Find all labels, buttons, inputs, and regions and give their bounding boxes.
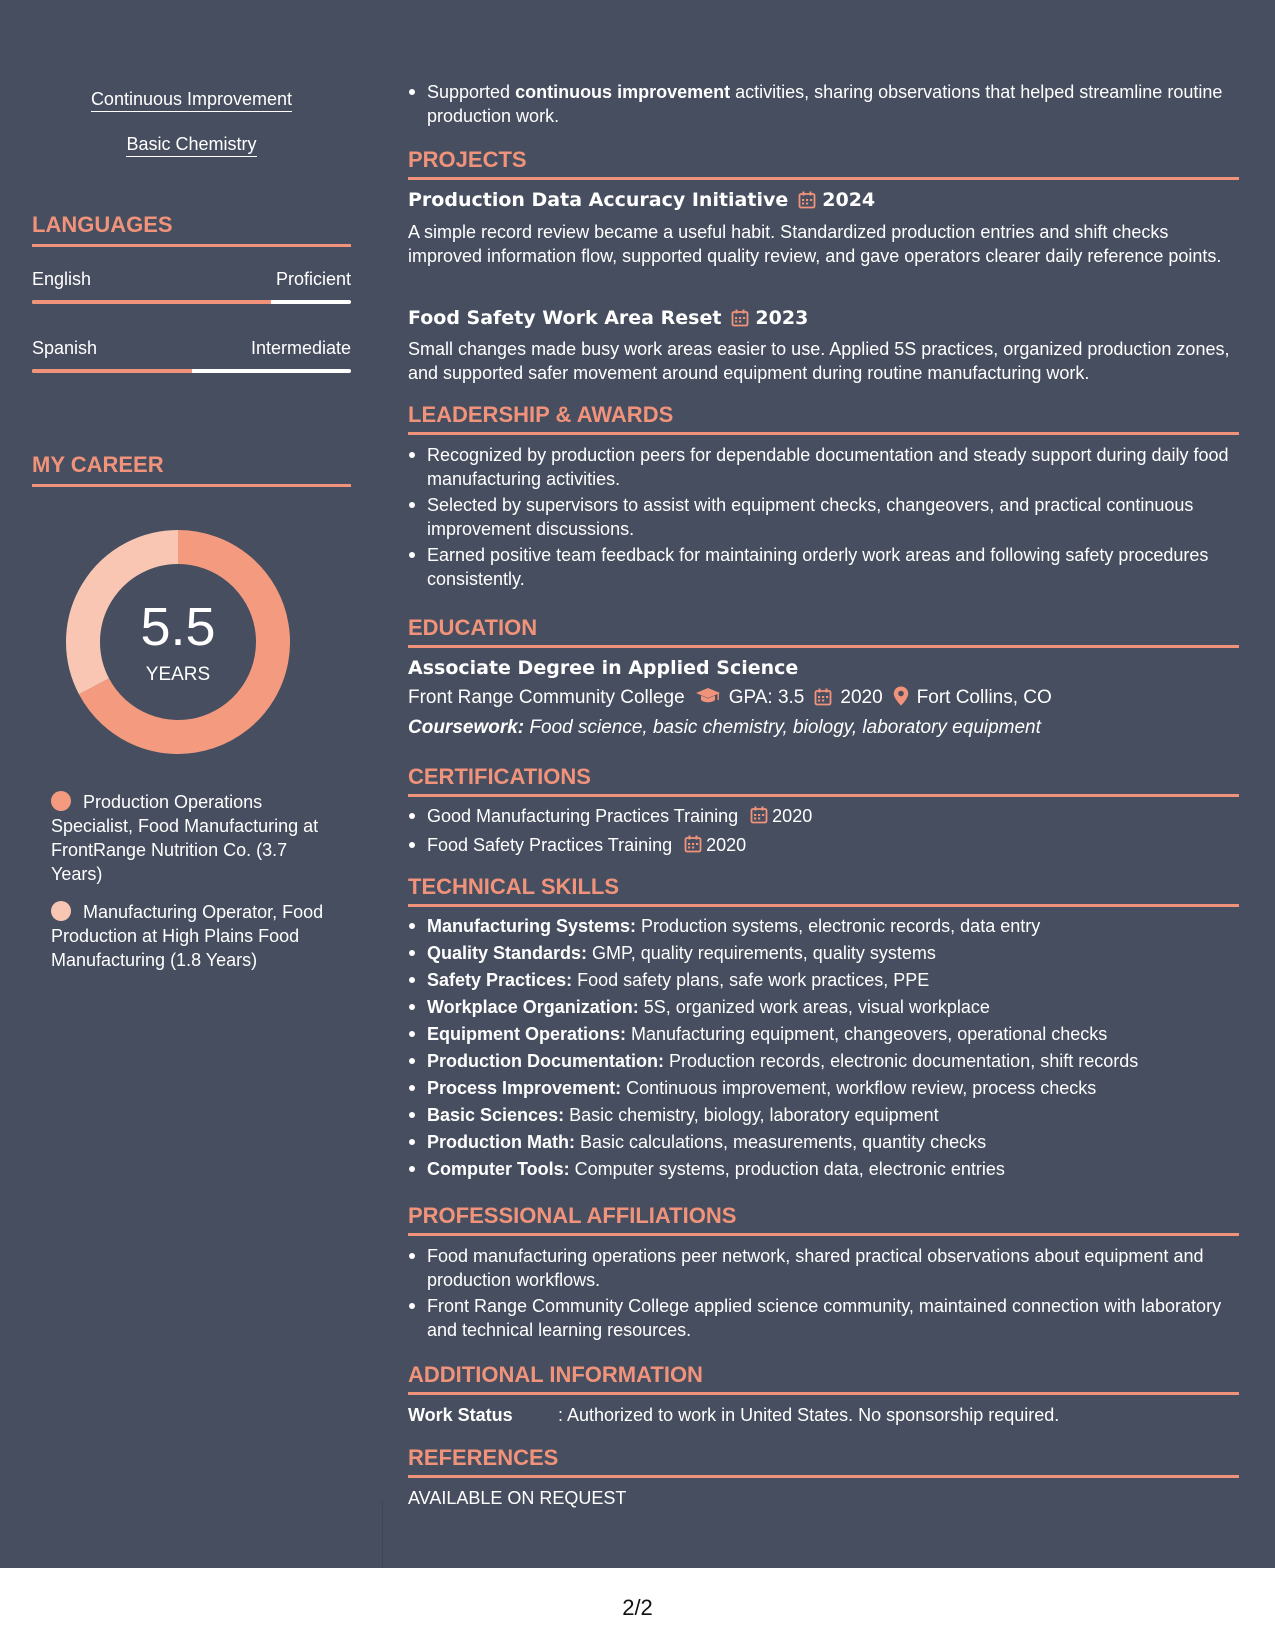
- experience-bullet: [408, 80, 1239, 128]
- technical-skill-item: [408, 1157, 1239, 1181]
- calendar-icon: [731, 308, 749, 334]
- technical-skill-item: [408, 995, 1239, 1019]
- technical-skill-item: [408, 1130, 1239, 1154]
- certification-year: 2020: [772, 806, 813, 826]
- location-pin-icon: [893, 686, 909, 714]
- career-heading: MY CAREER: [32, 452, 351, 487]
- affiliations-list: [408, 1244, 1239, 1344]
- skill-label: Workplace Organization:: [427, 997, 639, 1017]
- skill-value: Continuous improvement, workflow review, process checks: [621, 1078, 1097, 1098]
- skill-value: Production records, electronic documentation, shift records: [664, 1051, 1139, 1071]
- bullet-bold-text: continuous improvement: [515, 82, 731, 102]
- education-details: [408, 685, 1052, 714]
- language-name: English: [32, 269, 92, 289]
- language-proficiency-fill: [32, 300, 271, 304]
- skill-label: Safety Practices:: [427, 970, 573, 990]
- education-heading: EDUCATION: [408, 615, 1239, 648]
- affiliation-item: Food manufacturing operations peer network, shared practical observations about equipment and production workflows.: [408, 1244, 1239, 1292]
- certifications-list: [408, 804, 1239, 862]
- technical-skill-item: [408, 1103, 1239, 1127]
- affiliation-item: Front Range Community College applied science community, maintained connection with laboratory and technical learning resources.: [408, 1294, 1239, 1342]
- leadership-heading: LEADERSHIP & AWARDS: [408, 402, 1239, 435]
- skill-label: Equipment Operations:: [427, 1024, 627, 1044]
- skill-label: Computer Tools:: [427, 1159, 570, 1179]
- language-proficiency-bar: [32, 369, 351, 373]
- skill-value: 5S, organized work areas, visual workplace: [638, 997, 990, 1017]
- leadership-list: [408, 443, 1239, 593]
- career-legend-label: Production Operations Specialist, Food Manufacturing at FrontRange Nutrition Co. (3.7 Years): [51, 792, 319, 884]
- language-level: Proficient: [275, 269, 351, 289]
- career-legend-item: [51, 790, 331, 886]
- skill-value: GMP, quality requirements, quality systems: [587, 943, 936, 963]
- technical-skill-item: [408, 941, 1239, 965]
- language-proficiency-bar: [32, 300, 351, 304]
- skill-value: Basic calculations, measurements, quantity checks: [574, 1132, 987, 1152]
- certification-name: Good Manufacturing Practices Training: [427, 806, 739, 826]
- coursework-label: Coursework:: [408, 717, 525, 738]
- project-title-text: Food Safety Work Area Reset: [408, 307, 722, 329]
- calendar-icon: [684, 835, 702, 859]
- skill-value: Computer systems, production data, electronic entries: [569, 1159, 1005, 1179]
- legend-dot-icon: [51, 791, 71, 811]
- legend-dot-icon: [51, 901, 71, 921]
- bullet-text: activities, sharing observations that helped streamline routine production work.: [427, 82, 1223, 126]
- skill-tag-label: Basic Chemistry: [126, 134, 256, 157]
- skill-tag: [32, 133, 351, 155]
- leadership-item: Recognized by production peers for dependable documentation and steady support during daily food manufacturing activities.: [408, 443, 1239, 491]
- skill-value: Manufacturing equipment, changeovers, operational checks: [626, 1024, 1108, 1044]
- bullet-text: Supported: [427, 82, 516, 102]
- education-school: Front Range Community College: [408, 687, 685, 708]
- additional-info-heading: ADDITIONAL INFORMATION: [408, 1362, 1239, 1395]
- skill-label: Basic Sciences:: [427, 1105, 565, 1125]
- certification-item: [408, 833, 1239, 859]
- technical-skill-item: [408, 968, 1239, 992]
- references-heading: REFERENCES: [408, 1445, 1239, 1478]
- graduation-cap-icon: [695, 686, 721, 714]
- technical-skill-item: [408, 1049, 1239, 1073]
- project-year: 2024: [822, 189, 876, 211]
- certifications-heading: CERTIFICATIONS: [408, 764, 1239, 797]
- experience-bullets: [408, 80, 1239, 130]
- education-location: Fort Collins, CO: [916, 687, 1052, 708]
- column-divider: [382, 1500, 383, 1568]
- project-description: Small changes made busy work areas easier to use. Applied 5S practices, organized production zones, and supported safer movement around equipment during routine manufacturing work.: [408, 339, 1230, 383]
- education-degree: Associate Degree in Applied Science: [408, 657, 799, 679]
- career-total-value: 5.5: [140, 597, 216, 657]
- language-level: Intermediate: [250, 338, 351, 358]
- career-total-unit: YEARS: [145, 664, 211, 685]
- calendar-icon: [750, 806, 768, 830]
- languages-heading: LANGUAGES: [32, 212, 351, 247]
- certification-item: [408, 804, 1239, 830]
- education-year: 2020: [840, 687, 883, 708]
- skill-value: Food safety plans, safe work practices, PPE: [572, 970, 930, 990]
- technical-skill-item: [408, 914, 1239, 938]
- project-description: A simple record review became a useful habit. Standardized production entries and shift checks improved information flow, supported quality review, and gave operators clearer daily reference points.: [408, 222, 1222, 266]
- calendar-icon: [814, 688, 832, 714]
- technical-skill-item: [408, 1076, 1239, 1100]
- skill-tag-label: Continuous Improvement: [91, 89, 292, 112]
- projects-heading: PROJECTS: [408, 147, 1239, 180]
- certification-year: 2020: [706, 835, 747, 855]
- skill-label: Production Documentation:: [427, 1051, 664, 1071]
- work-status-value: : Authorized to work in United States. No sponsorship required.: [558, 1405, 1060, 1425]
- work-status-label: Work Status: [408, 1405, 513, 1425]
- education-coursework: [408, 715, 1041, 741]
- project-title: [408, 187, 1239, 216]
- technical-skills-list: [408, 914, 1239, 1184]
- skill-value: Production systems, electronic records, data entry: [636, 916, 1041, 936]
- skill-value: Basic chemistry, biology, laboratory equipment: [564, 1105, 939, 1125]
- leadership-item: Earned positive team feedback for maintaining orderly work areas and following safety procedures consistently.: [408, 543, 1239, 591]
- coursework-text: Food science, basic chemistry, biology, laboratory equipment: [524, 717, 1041, 738]
- career-legend-label: Manufacturing Operator, Food Production at High Plains Food Manufacturing (1.8 Years): [51, 902, 324, 970]
- certification-name: Food Safety Practices Training: [427, 835, 673, 855]
- affiliations-heading: PROFESSIONAL AFFILIATIONS: [408, 1203, 1239, 1236]
- project-year: 2023: [755, 307, 809, 329]
- skill-label: Manufacturing Systems:: [427, 916, 637, 936]
- page-number: 2/2: [622, 1595, 653, 1620]
- language-name: Spanish: [32, 338, 98, 358]
- leadership-item: Selected by supervisors to assist with equipment checks, changeovers, and practical continuous improvement discussions.: [408, 493, 1239, 541]
- calendar-icon: [798, 190, 816, 216]
- education-gpa: GPA: 3.5: [728, 687, 805, 708]
- references-text: AVAILABLE ON REQUEST: [408, 1488, 627, 1508]
- career-legend-item: [51, 900, 331, 972]
- skill-label: Production Math:: [427, 1132, 575, 1152]
- skill-label: Quality Standards:: [427, 943, 588, 963]
- technical-skill-item: [408, 1022, 1239, 1046]
- skill-label: Process Improvement:: [427, 1078, 622, 1098]
- project-title: [408, 305, 1239, 334]
- technical-skills-heading: TECHNICAL SKILLS: [408, 874, 1239, 907]
- language-proficiency-fill: [32, 369, 192, 373]
- project-title-text: Production Data Accuracy Initiative: [408, 189, 789, 211]
- skill-tag: [32, 88, 351, 110]
